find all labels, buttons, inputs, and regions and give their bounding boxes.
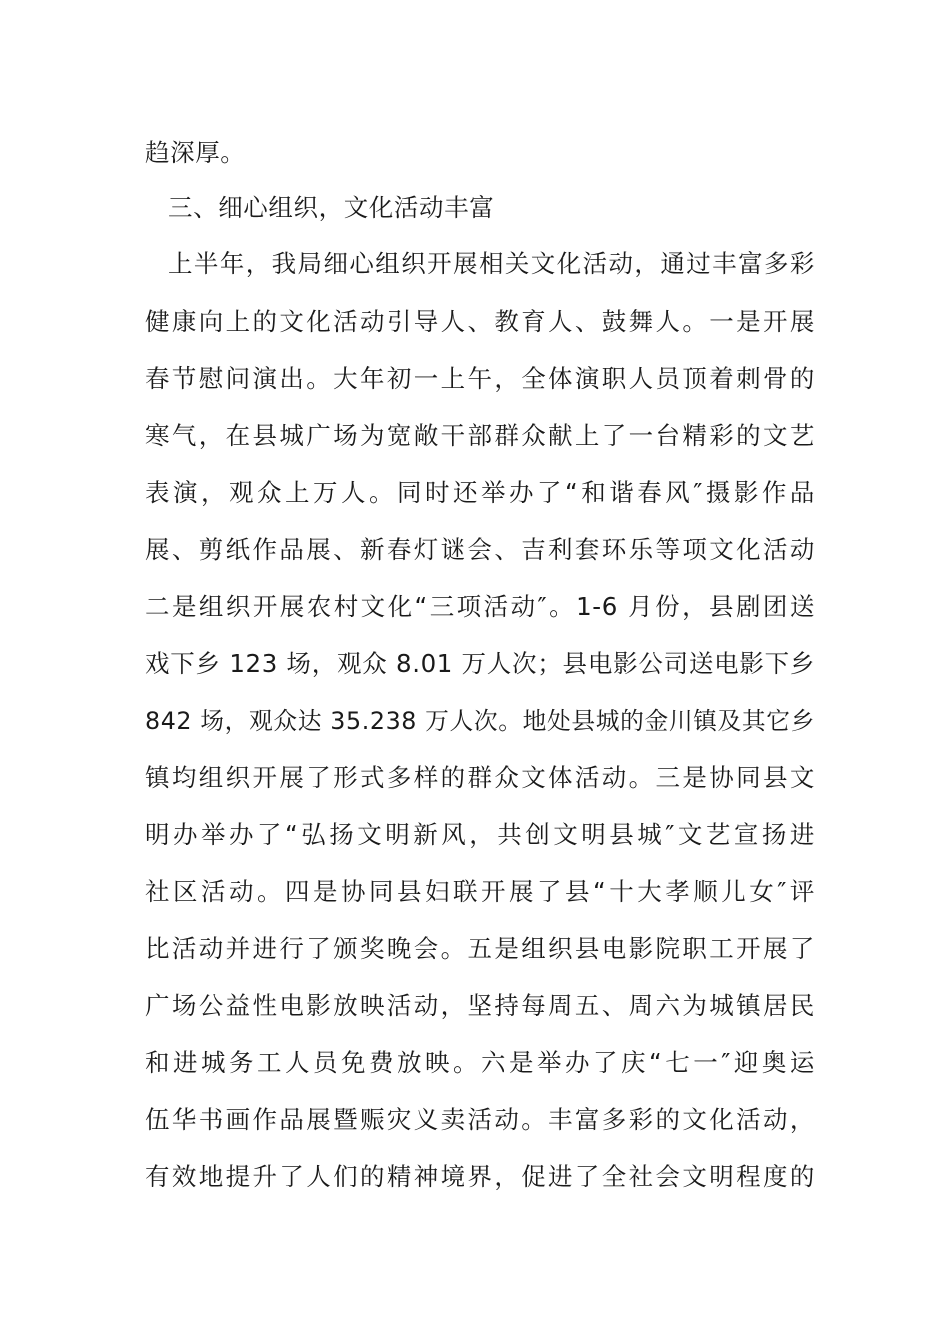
- section-heading: 三、细心组织，文化活动丰富: [168, 193, 495, 222]
- text-line-15: 比活动并进行了颁奖晚会。五是组织县电影院职工开展了: [145, 934, 815, 963]
- text-line-5: 春节慰问演出。大年初一上午，全体演职人员顶着刺骨的: [145, 364, 815, 393]
- text-line-9: 二是组织开展农村文化“三项活动″。1-6 月份，县剧团送: [145, 592, 815, 621]
- text-line-18: 伍华书画作品展暨赈灾义卖活动。丰富多彩的文化活动，: [145, 1105, 815, 1134]
- text-line-19: 有效地提升了人们的精神境界，促进了全社会文明程度的: [145, 1162, 815, 1191]
- text-line-1: 趋深厚。: [145, 138, 246, 167]
- text-line-16: 广场公益性电影放映活动，坚持每周五、周六为城镇居民: [145, 991, 815, 1020]
- text-line-3: 上半年，我局细心组织开展相关文化活动，通过丰富多彩: [168, 249, 815, 278]
- text-line-8: 展、剪纸作品展、新春灯谜会、吉利套环乐等项文化活动: [145, 535, 815, 564]
- text-line-4: 健康向上的文化活动引导人、教育人、鼓舞人。一是开展: [145, 307, 815, 336]
- text-line-10: 戏下乡 123 场，观众 8.01 万人次；县电影公司送电影下乡: [145, 649, 815, 678]
- text-line-17: 和进城务工人员免费放映。六是举办了庆“七一″迎奥运: [145, 1048, 815, 1077]
- text-line-6: 寒气，在县城广场为宽敞干部群众献上了一台精彩的文艺: [145, 421, 815, 450]
- text-line-12: 镇均组织开展了形式多样的群众文体活动。三是协同县文: [145, 763, 815, 792]
- text-line-13: 明办举办了“弘扬文明新风，共创文明县城″文艺宣扬进: [145, 820, 815, 849]
- text-line-11: 842 场，观众达 35.238 万人次。地处县城的金川镇及其它乡: [145, 707, 815, 735]
- text-line-14: 社区活动。四是协同县妇联开展了县“十大孝顺儿女″评: [145, 877, 815, 906]
- text-line-7: 表演，观众上万人。同时还举办了“和谐春风″摄影作品: [145, 478, 815, 507]
